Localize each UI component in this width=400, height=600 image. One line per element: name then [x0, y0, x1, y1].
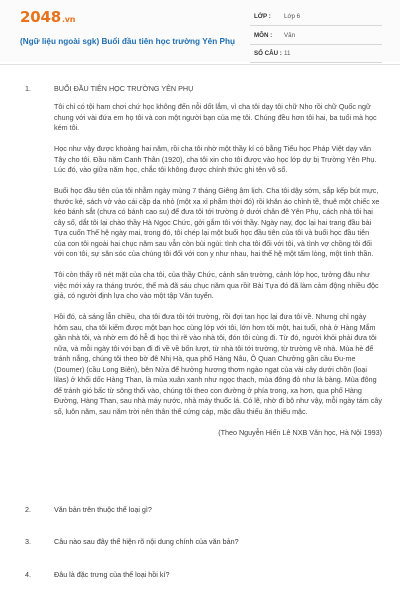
logo-suffix: .vn — [61, 15, 76, 24]
document-title: (Ngữ liệu ngoài sgk) Buổi đầu tiên học trường Yên Phụ — [20, 37, 235, 46]
meta-row-count — [250, 47, 382, 63]
passage-source: (Theo Nguyễn Hiến Lê NXB Văn học, Hà Nội 1993) — [218, 427, 382, 437]
meta-info — [250, 10, 382, 66]
meta-value: 11 — [284, 50, 291, 57]
passage-paragraph: Tôi chỉ có tội ham chơi chứ học không đến nỗi dốt lắm, vì cha tôi dạy tôi chữ Nho rồi chữ Quốc ngữ chung với vài đứa em họ tôi và con một người bạn của mẹ tôi. Chúng đều hơn tôi hai, ba tuổi mà học kém tôi. — [54, 102, 377, 132]
meta-key: MÔN : — [254, 31, 273, 39]
meta-key: LỚP : — [254, 13, 271, 20]
question-text: Câu nào sau đây thể hiện rõ nội dung chính của văn bản? — [54, 537, 239, 546]
site-logo[interactable] — [20, 8, 75, 26]
question-text: Văn bản trên thuộc thể loại gì? — [54, 505, 152, 514]
meta-value: Lớp 6 — [284, 13, 301, 20]
question-number: 4. — [25, 570, 31, 579]
question-number: 2. — [25, 505, 31, 514]
question-number: 1. — [25, 84, 31, 93]
logo-main: 2048 — [20, 8, 61, 26]
meta-row-class — [250, 10, 382, 26]
passage-paragraph: Hồi đó, cả sáng lẫn chiều, cha tôi đưa tôi tới trường, rồi đợi tan học lại đưa tôi về. Nhưng chỉ ngày hôm sau, cha tôi kiếm được một bạn học cùng lớp với tôi, lớn hơn tôi một, hai tuổi, nhà ở Hàng Mắm gần nhà tôi, và nhờ em đó hễ đi học thì rẽ vào nhà tôi, đón tôi cùng đi. Từ đó, người khỏi phải đưa tôi nữa, và mỗi ngày tôi với bạn đi đi về về bốn lượt, từ nhà tôi tới trường, từ trường về nhà. Mùa hè để tránh nắng, chúng tôi theo bờ đê Nhị Hà, qua phố Hàng Nâu, Ô Quan Chưởng gần cầu Đu-me (Doumer) (cầu Long Biên), bên Nửa để hưởng hương thơm ngào ngạt của vài cây dưới chồn (loại lilas) ở khối dốc Hàng Than, là mùa xuân xanh như ngọc thạch, mùa đông đỏ như là bàng. Mùa đông để tránh gió bấc từ sông thổi vào, chúng tôi theo con đường ở phía trong, xa hơn, qua phố Hàng Đường, Hàng Than, sau nhà máy nước, nhà máy thuốc lá. Có lẽ, nhờ đi bộ như vậy, mỗi ngày tám cây số, luôn năm, sau năm trời nên thân thể cứng cáp, mặc dầu thiếu ăn thiếu mặc. — [54, 312, 382, 416]
question-text: Đâu là đặc trưng của thể loại hồi kí? — [54, 570, 170, 579]
question-number: 3. — [25, 537, 31, 546]
passage-paragraph: Buổi học đầu tiên của tôi nhằm ngày mùng 7 tháng Giêng âm lịch. Cha tôi dậy sớm, sắp kếp bút mực, thước kẻ, sách vở vào cái cặp da nhỏ (một xa xỉ phẩm thời đó) rồi khăn áo chỉnh tề, thuê một chiếc xe kéo bánh sắt (chưa có bánh cao su) để đưa tôi tới trường ở dưới chân đê Yên Phụ, cách nhà tôi hai cây số, dắt tôi lại chào thầy Hà Ngọc Chức, gởi gắm tôi với thầy. Ngày nay, đọc lại hai trang đầu bài Tựa cuốn Thế hệ ngày mai, trong đó, tôi chép lại một buổi học đầu tiên của tôi và buổi học đầu tiên của con tôi ngoài hai chục năm sau vẫn còn bùi ngùi: tình cha tôi đối với tôi, và tình vợ chồng tôi đối với con tôi, sự săn sóc của chúng tôi đối với con y như nhau, hai thế hệ một tấm lòng, một tình thần. — [54, 186, 380, 258]
passage-paragraph: Tôi còn thấy rõ nét mặt của cha tôi, của thầy Chức, cảnh sân trường, cảnh lớp học, tưởng đâu như việc mới xảy ra tháng trước, thế mà đã sáu chục năm qua rồi! Bài Tựa đó đã làm cảm động nhiều độc giả, có người định lựa cho vào một tập Văn tuyển. — [54, 270, 379, 300]
passage-paragraph: Học như vậy được khoảng hai năm, rồi cha tôi nhờ một thầy kí có bằng Tiểu học Pháp Việt dạy văn Tây cho tôi. Đầu năm Canh Thân (1920), cha tôi xin cho tôi được vào học lớp dự bị Trường Yên Phụ. Lúc đó, vào giữa năm học, chắc tôi không được chính thức ghi tên vô sổ. — [54, 144, 377, 174]
header-divider — [0, 64, 400, 65]
passage-title: BUỔI ĐẦU TIÊN HỌC TRƯỜNG YÊN PHỤ — [54, 84, 194, 93]
meta-row-subject — [250, 29, 382, 45]
reading-passage — [54, 102, 382, 449]
meta-key: SỐ CÂU : — [254, 50, 282, 57]
page-header — [0, 0, 400, 62]
meta-value: Văn — [284, 31, 296, 39]
